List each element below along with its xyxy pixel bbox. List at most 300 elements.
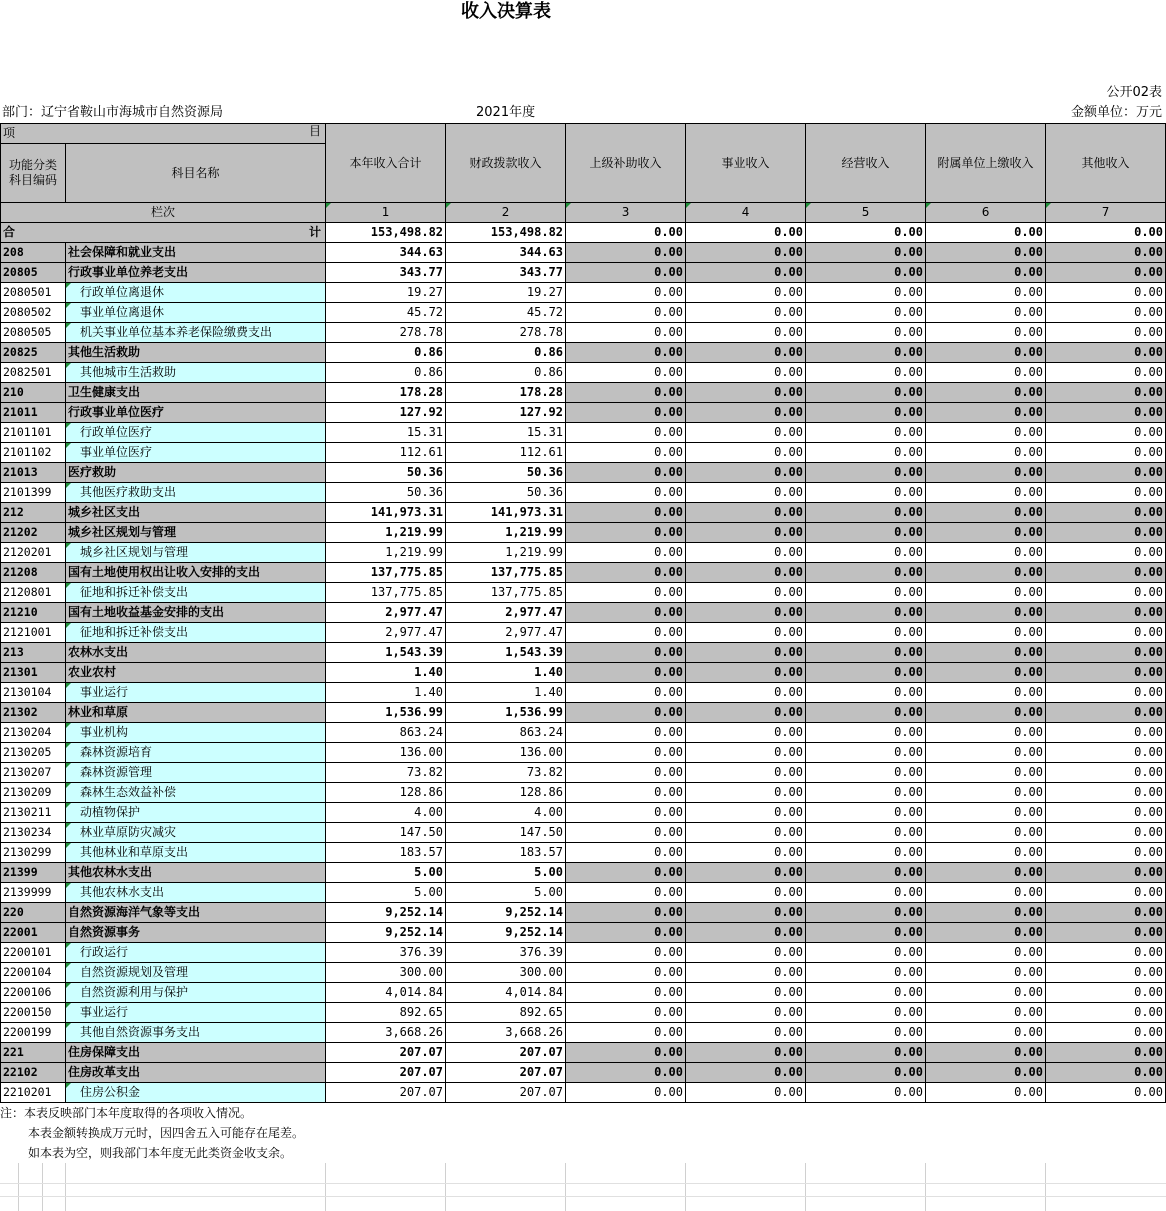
row-code: 2120201 <box>1 543 66 563</box>
row-zero-value: 0.00 <box>806 803 926 823</box>
row-zero-value: 0.00 <box>926 423 1046 443</box>
row-zero-value: 0.00 <box>1046 563 1166 583</box>
row-name: 其他农林水支出 <box>66 863 326 883</box>
row-total: 19.27 <box>326 283 446 303</box>
total-value: 0.00 <box>1046 223 1166 243</box>
row-zero-value: 0.00 <box>926 523 1046 543</box>
row-name: 其他自然资源事务支出 <box>66 1023 326 1043</box>
row-zero-value: 0.00 <box>566 583 686 603</box>
row-code: 2101101 <box>1 423 66 443</box>
row-zero-value: 0.00 <box>566 1063 686 1083</box>
total-value: 153,498.82 <box>326 223 446 243</box>
row-name: 动植物保护 <box>66 803 326 823</box>
gridline <box>325 1163 326 1211</box>
table-row <box>1 1023 1166 1043</box>
row-total: 128.86 <box>326 783 446 803</box>
row-fiscal: 892.65 <box>446 1003 566 1023</box>
row-name: 自然资源海洋气象等支出 <box>66 903 326 923</box>
row-zero-value: 0.00 <box>686 683 806 703</box>
row-zero-value: 0.00 <box>1046 1083 1166 1103</box>
table-row <box>1 483 1166 503</box>
gridline <box>42 1163 43 1211</box>
row-zero-value: 0.00 <box>1046 743 1166 763</box>
row-name: 住房改革支出 <box>66 1063 326 1083</box>
table-row <box>1 503 1166 523</box>
row-zero-value: 0.00 <box>926 883 1046 903</box>
row-zero-value: 0.00 <box>1046 663 1166 683</box>
row-fiscal: 50.36 <box>446 463 566 483</box>
row-zero-value: 0.00 <box>566 1003 686 1023</box>
table-row <box>1 463 1166 483</box>
row-name: 自然资源事务 <box>66 923 326 943</box>
row-total: 5.00 <box>326 863 446 883</box>
row-zero-value: 0.00 <box>566 823 686 843</box>
note-line: 注：本表反映部门本年度取得的各项收入情况。 <box>0 1106 253 1120</box>
row-code: 2200104 <box>1 963 66 983</box>
row-zero-value: 0.00 <box>1046 683 1166 703</box>
row-fiscal: 136.00 <box>446 743 566 763</box>
row-zero-value: 0.00 <box>806 903 926 923</box>
table-row <box>1 983 1166 1003</box>
row-zero-value: 0.00 <box>686 483 806 503</box>
row-zero-value: 0.00 <box>686 803 806 823</box>
row-zero-value: 0.00 <box>566 423 686 443</box>
row-name: 城乡社区规划与管理 <box>66 523 326 543</box>
row-code: 2130204 <box>1 723 66 743</box>
row-zero-value: 0.00 <box>806 423 926 443</box>
row-code: 2139999 <box>1 883 66 903</box>
row-zero-value: 0.00 <box>686 563 806 583</box>
row-zero-value: 0.00 <box>686 863 806 883</box>
row-zero-value: 0.00 <box>806 923 926 943</box>
row-total: 1,543.39 <box>326 643 446 663</box>
row-code: 21208 <box>1 563 66 583</box>
row-zero-value: 0.00 <box>926 923 1046 943</box>
row-zero-value: 0.00 <box>926 963 1046 983</box>
row-zero-value: 0.00 <box>926 463 1046 483</box>
row-fiscal: 207.07 <box>446 1043 566 1063</box>
row-zero-value: 0.00 <box>686 583 806 603</box>
total-value: 0.00 <box>806 223 926 243</box>
row-zero-value: 0.00 <box>1046 703 1166 723</box>
row-code: 2101399 <box>1 483 66 503</box>
row-zero-value: 0.00 <box>806 283 926 303</box>
row-zero-value: 0.00 <box>806 483 926 503</box>
row-zero-value: 0.00 <box>806 303 926 323</box>
row-zero-value: 0.00 <box>686 423 806 443</box>
row-name: 其他农林水支出 <box>66 883 326 903</box>
row-fiscal: 207.07 <box>446 1063 566 1083</box>
row-name: 卫生健康支出 <box>66 383 326 403</box>
row-fiscal: 3,668.26 <box>446 1023 566 1043</box>
row-zero-value: 0.00 <box>1046 723 1166 743</box>
row-zero-value: 0.00 <box>686 1083 806 1103</box>
row-name: 其他医疗救助支出 <box>66 483 326 503</box>
row-total: 137,775.85 <box>326 583 446 603</box>
total-value: 0.00 <box>686 223 806 243</box>
row-zero-value: 0.00 <box>806 1003 926 1023</box>
row-total: 2,977.47 <box>326 603 446 623</box>
row-code: 2130234 <box>1 823 66 843</box>
row-zero-value: 0.00 <box>806 1043 926 1063</box>
table-row <box>1 283 1166 303</box>
row-zero-value: 0.00 <box>806 463 926 483</box>
row-total: 73.82 <box>326 763 446 783</box>
row-zero-value: 0.00 <box>566 623 686 643</box>
row-zero-value: 0.00 <box>686 543 806 563</box>
total-label: 合 计 <box>1 223 326 243</box>
row-zero-value: 0.00 <box>1046 1043 1166 1063</box>
row-zero-value: 0.00 <box>566 883 686 903</box>
row-zero-value: 0.00 <box>926 983 1046 1003</box>
row-zero-value: 0.00 <box>926 383 1046 403</box>
row-code: 21202 <box>1 523 66 543</box>
table-id: 公开02表 <box>1106 85 1162 100</box>
row-zero-value: 0.00 <box>926 843 1046 863</box>
row-zero-value: 0.00 <box>926 1003 1046 1023</box>
row-zero-value: 0.00 <box>566 643 686 663</box>
row-zero-value: 0.00 <box>926 1063 1046 1083</box>
row-code: 2130211 <box>1 803 66 823</box>
row-name: 住房公积金 <box>66 1083 326 1103</box>
gridline <box>65 1163 66 1211</box>
header-col-1: 本年收入合计 <box>326 124 446 203</box>
table-row <box>1 683 1166 703</box>
row-zero-value: 0.00 <box>686 383 806 403</box>
row-name: 自然资源规划及管理 <box>66 963 326 983</box>
row-code: 22102 <box>1 1063 66 1083</box>
row-zero-value: 0.00 <box>566 783 686 803</box>
income-table <box>0 123 1166 1103</box>
table-row <box>1 443 1166 463</box>
row-zero-value: 0.00 <box>686 663 806 683</box>
row-zero-value: 0.00 <box>1046 963 1166 983</box>
row-code: 22001 <box>1 923 66 943</box>
row-fiscal: 5.00 <box>446 883 566 903</box>
row-zero-value: 0.00 <box>926 743 1046 763</box>
row-zero-value: 0.00 <box>566 943 686 963</box>
row-name: 林业草原防灾减灾 <box>66 823 326 843</box>
row-zero-value: 0.00 <box>566 703 686 723</box>
row-zero-value: 0.00 <box>806 763 926 783</box>
row-zero-value: 0.00 <box>926 803 1046 823</box>
row-zero-value: 0.00 <box>686 1043 806 1063</box>
row-zero-value: 0.00 <box>686 443 806 463</box>
row-zero-value: 0.00 <box>926 323 1046 343</box>
row-zero-value: 0.00 <box>1046 1003 1166 1023</box>
row-fiscal: 127.92 <box>446 403 566 423</box>
row-zero-value: 0.00 <box>566 603 686 623</box>
row-zero-value: 0.00 <box>686 963 806 983</box>
row-fiscal: 1,543.39 <box>446 643 566 663</box>
table-row <box>1 383 1166 403</box>
row-zero-value: 0.00 <box>566 1023 686 1043</box>
row-zero-value: 0.00 <box>806 583 926 603</box>
row-fiscal: 178.28 <box>446 383 566 403</box>
row-total: 147.50 <box>326 823 446 843</box>
row-zero-value: 0.00 <box>1046 1023 1166 1043</box>
row-total: 5.00 <box>326 883 446 903</box>
row-zero-value: 0.00 <box>806 443 926 463</box>
row-total: 207.07 <box>326 1043 446 1063</box>
row-zero-value: 0.00 <box>686 983 806 1003</box>
row-code: 2080502 <box>1 303 66 323</box>
table-row <box>1 663 1166 683</box>
row-zero-value: 0.00 <box>1046 783 1166 803</box>
row-zero-value: 0.00 <box>926 683 1046 703</box>
row-code: 2130209 <box>1 783 66 803</box>
table-row <box>1 743 1166 763</box>
row-zero-value: 0.00 <box>686 603 806 623</box>
row-zero-value: 0.00 <box>806 503 926 523</box>
row-zero-value: 0.00 <box>1046 823 1166 843</box>
row-fiscal: 112.61 <box>446 443 566 463</box>
row-total: 127.92 <box>326 403 446 423</box>
row-name: 林业和草原 <box>66 703 326 723</box>
row-zero-value: 0.00 <box>926 643 1046 663</box>
row-zero-value: 0.00 <box>566 303 686 323</box>
row-fiscal: 183.57 <box>446 843 566 863</box>
row-zero-value: 0.00 <box>806 543 926 563</box>
col-num-6: 6 <box>926 203 1046 223</box>
row-zero-value: 0.00 <box>566 343 686 363</box>
row-zero-value: 0.00 <box>926 283 1046 303</box>
row-total: 4.00 <box>326 803 446 823</box>
row-zero-value: 0.00 <box>566 243 686 263</box>
row-zero-value: 0.00 <box>566 863 686 883</box>
row-zero-value: 0.00 <box>1046 863 1166 883</box>
row-zero-value: 0.00 <box>1046 803 1166 823</box>
row-zero-value: 0.00 <box>806 783 926 803</box>
row-zero-value: 0.00 <box>1046 523 1166 543</box>
row-zero-value: 0.00 <box>806 563 926 583</box>
row-zero-value: 0.00 <box>926 303 1046 323</box>
row-total: 3,668.26 <box>326 1023 446 1043</box>
row-code: 208 <box>1 243 66 263</box>
row-zero-value: 0.00 <box>1046 243 1166 263</box>
row-name: 行政事业单位医疗 <box>66 403 326 423</box>
row-fiscal: 0.86 <box>446 343 566 363</box>
row-zero-value: 0.00 <box>566 443 686 463</box>
row-zero-value: 0.00 <box>566 263 686 283</box>
row-zero-value: 0.00 <box>686 823 806 843</box>
header-xiang: 项 <box>3 126 16 140</box>
row-zero-value: 0.00 <box>926 343 1046 363</box>
notes <box>0 1103 304 1163</box>
row-name: 其他林业和草原支出 <box>66 843 326 863</box>
row-total: 50.36 <box>326 483 446 503</box>
row-zero-value: 0.00 <box>686 903 806 923</box>
row-code: 2200199 <box>1 1023 66 1043</box>
row-name: 其他城市生活救助 <box>66 363 326 383</box>
row-name: 事业单位医疗 <box>66 443 326 463</box>
row-zero-value: 0.00 <box>686 623 806 643</box>
header-col-5: 经营收入 <box>806 124 926 203</box>
row-name: 征地和拆迁补偿支出 <box>66 623 326 643</box>
row-fiscal: 2,977.47 <box>446 623 566 643</box>
row-zero-value: 0.00 <box>926 563 1046 583</box>
table-row <box>1 263 1166 283</box>
table-row <box>1 423 1166 443</box>
row-zero-value: 0.00 <box>806 363 926 383</box>
row-zero-value: 0.00 <box>1046 623 1166 643</box>
row-total: 15.31 <box>326 423 446 443</box>
gridline <box>685 1163 686 1211</box>
row-zero-value: 0.00 <box>926 663 1046 683</box>
row-zero-value: 0.00 <box>566 663 686 683</box>
row-zero-value: 0.00 <box>686 523 806 543</box>
row-fiscal: 9,252.14 <box>446 903 566 923</box>
row-zero-value: 0.00 <box>566 283 686 303</box>
row-zero-value: 0.00 <box>566 843 686 863</box>
row-zero-value: 0.00 <box>1046 343 1166 363</box>
row-name: 事业运行 <box>66 1003 326 1023</box>
row-code: 2080505 <box>1 323 66 343</box>
row-total: 1.40 <box>326 663 446 683</box>
row-fiscal: 376.39 <box>446 943 566 963</box>
row-code: 20825 <box>1 343 66 363</box>
row-zero-value: 0.00 <box>1046 603 1166 623</box>
row-zero-value: 0.00 <box>1046 463 1166 483</box>
row-fiscal: 50.36 <box>446 483 566 503</box>
row-zero-value: 0.00 <box>1046 583 1166 603</box>
row-zero-value: 0.00 <box>686 763 806 783</box>
row-zero-value: 0.00 <box>1046 503 1166 523</box>
row-total: 137,775.85 <box>326 563 446 583</box>
row-zero-value: 0.00 <box>926 243 1046 263</box>
row-zero-value: 0.00 <box>566 483 686 503</box>
header-col-4: 事业收入 <box>686 124 806 203</box>
table-row <box>1 783 1166 803</box>
row-code: 2120801 <box>1 583 66 603</box>
row-name: 住房保障支出 <box>66 1043 326 1063</box>
row-name: 医疗救助 <box>66 463 326 483</box>
row-zero-value: 0.00 <box>926 763 1046 783</box>
table-row <box>1 843 1166 863</box>
row-name: 城乡社区支出 <box>66 503 326 523</box>
row-zero-value: 0.00 <box>806 663 926 683</box>
row-zero-value: 0.00 <box>1046 883 1166 903</box>
row-name: 农林水支出 <box>66 643 326 663</box>
row-fiscal: 1,536.99 <box>446 703 566 723</box>
col-num-5: 5 <box>806 203 926 223</box>
row-zero-value: 0.00 <box>686 1003 806 1023</box>
row-code: 2200101 <box>1 943 66 963</box>
table-row <box>1 243 1166 263</box>
row-zero-value: 0.00 <box>926 483 1046 503</box>
table-row <box>1 623 1166 643</box>
row-zero-value: 0.00 <box>686 923 806 943</box>
row-zero-value: 0.00 <box>1046 443 1166 463</box>
row-zero-value: 0.00 <box>926 363 1046 383</box>
row-zero-value: 0.00 <box>926 723 1046 743</box>
row-code: 20805 <box>1 263 66 283</box>
row-zero-value: 0.00 <box>806 843 926 863</box>
header-name: 科目名称 <box>66 144 326 203</box>
row-zero-value: 0.00 <box>686 263 806 283</box>
row-zero-value: 0.00 <box>686 363 806 383</box>
row-fiscal: 5.00 <box>446 863 566 883</box>
row-total: 1.40 <box>326 683 446 703</box>
table-row <box>1 523 1166 543</box>
row-code: 2200150 <box>1 1003 66 1023</box>
row-total: 1,219.99 <box>326 543 446 563</box>
table-row <box>1 803 1166 823</box>
row-code: 21301 <box>1 663 66 683</box>
row-zero-value: 0.00 <box>1046 263 1166 283</box>
table-row <box>1 563 1166 583</box>
row-zero-value: 0.00 <box>566 543 686 563</box>
row-code: 2121001 <box>1 623 66 643</box>
row-code: 220 <box>1 903 66 923</box>
row-code: 21399 <box>1 863 66 883</box>
col-num-2: 2 <box>446 203 566 223</box>
row-zero-value: 0.00 <box>1046 303 1166 323</box>
row-total: 2,977.47 <box>326 623 446 643</box>
row-name: 行政运行 <box>66 943 326 963</box>
row-name: 城乡社区规划与管理 <box>66 543 326 563</box>
table-row <box>1 323 1166 343</box>
gridline <box>0 1196 1166 1197</box>
row-fiscal: 128.86 <box>446 783 566 803</box>
table-row <box>1 403 1166 423</box>
row-fiscal: 344.63 <box>446 243 566 263</box>
table-row <box>1 303 1166 323</box>
table-row <box>1 363 1166 383</box>
row-code: 2130205 <box>1 743 66 763</box>
row-zero-value: 0.00 <box>686 243 806 263</box>
row-code: 221 <box>1 1043 66 1063</box>
row-name: 行政单位离退休 <box>66 283 326 303</box>
table-row <box>1 583 1166 603</box>
col-num-1: 1 <box>326 203 446 223</box>
table-row <box>1 1003 1166 1023</box>
row-zero-value: 0.00 <box>566 463 686 483</box>
row-zero-value: 0.00 <box>926 1043 1046 1063</box>
row-zero-value: 0.00 <box>686 323 806 343</box>
table-row <box>1 723 1166 743</box>
row-zero-value: 0.00 <box>686 843 806 863</box>
row-zero-value: 0.00 <box>566 723 686 743</box>
row-fiscal: 1,219.99 <box>446 523 566 543</box>
table-row <box>1 703 1166 723</box>
row-total: 9,252.14 <box>326 903 446 923</box>
gridline <box>445 1163 446 1211</box>
header-lanci: 栏次 <box>1 203 326 223</box>
row-zero-value: 0.00 <box>686 503 806 523</box>
note-line: 本表金额转换成万元时，因四舍五入可能存在尾差。 <box>28 1126 305 1140</box>
row-zero-value: 0.00 <box>806 1083 926 1103</box>
row-zero-value: 0.00 <box>566 563 686 583</box>
row-zero-value: 0.00 <box>566 323 686 343</box>
row-code: 213 <box>1 643 66 663</box>
row-name: 森林资源管理 <box>66 763 326 783</box>
row-zero-value: 0.00 <box>566 1083 686 1103</box>
row-zero-value: 0.00 <box>566 523 686 543</box>
row-zero-value: 0.00 <box>686 783 806 803</box>
row-zero-value: 0.00 <box>806 823 926 843</box>
row-zero-value: 0.00 <box>806 883 926 903</box>
row-zero-value: 0.00 <box>926 403 1046 423</box>
row-zero-value: 0.00 <box>686 643 806 663</box>
row-fiscal: 147.50 <box>446 823 566 843</box>
row-total: 1,219.99 <box>326 523 446 543</box>
total-value: 153,498.82 <box>446 223 566 243</box>
row-name: 事业单位离退休 <box>66 303 326 323</box>
row-name: 森林生态效益补偿 <box>66 783 326 803</box>
row-zero-value: 0.00 <box>566 903 686 923</box>
row-total: 45.72 <box>326 303 446 323</box>
